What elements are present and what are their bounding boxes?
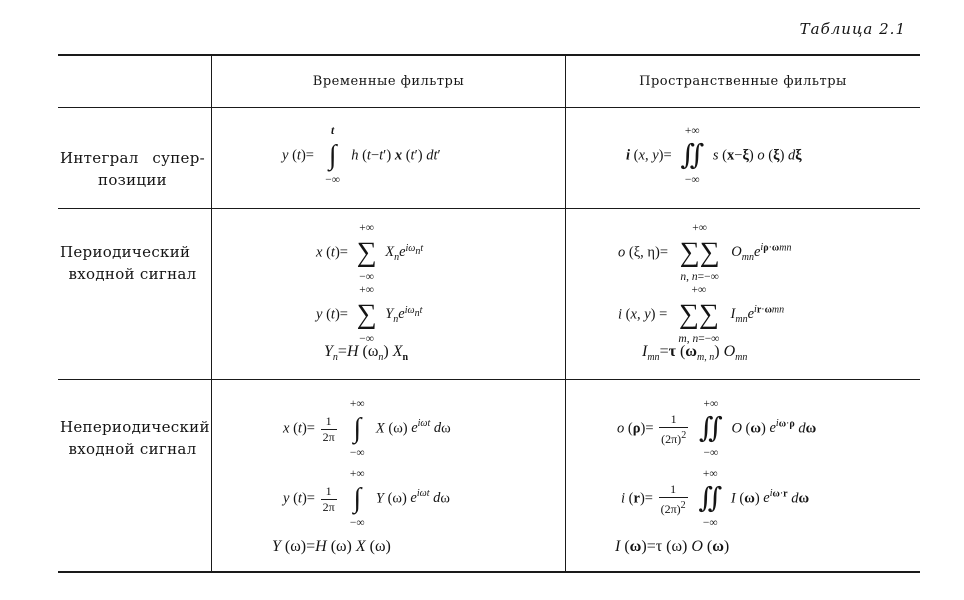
row-header-line: Интеграл супер-: [60, 149, 205, 167]
formula-aperiodic-input-integral: x (t)= $\frac{1}{2\pi}$ +∞ ∫ −∞ X (ω) $e^{i\omega t}$ dω: [283, 398, 451, 459]
header-bottom-rule: [58, 107, 920, 108]
formula-spatial-aperiodic-input: o (ρ)= $\frac{1}{(2\pi)^2}$ +∞ ∬ −∞ O (ω) $e^{i\omega\cdot\rho}$ dω: [617, 398, 817, 459]
table-top-rule: [58, 54, 920, 56]
formula-periodic-transfer: $Y_n=H$ $(\omega_n)$ $X_n$: [324, 343, 409, 364]
column-header-temporal: Временные фильтры: [312, 74, 465, 89]
column-header-spatial: Пространственные фильтры: [639, 74, 847, 89]
formula-aperiodic-output-integral: y (t)= $\frac{1}{2\pi}$ +∞ ∫ −∞ Y (ω) $e^{i\omega t}$ dω: [283, 468, 450, 529]
formula-spatial-aperiodic-output: i (r)= $\frac{1}{(2\pi)^2}$ +∞ ∬ −∞ I (ω) $e^{i\omega\cdot r}$ dω: [621, 468, 810, 529]
formula-spatial-aperiodic-transfer: I (ω)=τ (ω) O (ω): [615, 538, 730, 555]
row-header-line: Непериодический: [60, 418, 210, 436]
column-divider-2: [565, 55, 566, 571]
row-divider-1: [58, 208, 920, 209]
row-header-line: Периодический: [60, 243, 191, 261]
row-header-superposition: [60, 147, 205, 191]
formula-periodic-input-series: x (t)= +∞ ∑ −∞ $X_ne^{i\omega_nt}$: [316, 222, 424, 283]
row-header-aperiodic: [60, 416, 210, 460]
column-divider-1: [211, 55, 212, 571]
formula-spatial-periodic-output: i (x, y) = +∞ ∑∑ m, n=−∞ $I_{mn}e^{ir\cdot\omega mn}$: [618, 284, 785, 345]
row-header-line: входной сигнал: [68, 265, 197, 283]
row-divider-2: [58, 379, 920, 380]
table-bottom-rule: [58, 571, 920, 573]
formula-spatial-superposition: i (x, y)= +∞ ∬ −∞ s (x−ξ) o (ξ) dξ: [626, 125, 802, 186]
table-caption: Таблица 2.1: [799, 20, 906, 38]
formula-spatial-periodic-input: o (ξ, η)= +∞ ∑∑ n, n=−∞ $O_{mn}e^{i\rho\cdot\omega mn}$: [618, 222, 792, 283]
row-header-line: позиции: [98, 171, 167, 189]
formula-aperiodic-transfer: Y (ω)=H (ω) X (ω): [272, 538, 391, 555]
row-header-line: входной сигнал: [68, 440, 197, 458]
formula-temporal-superposition: y (t)= t ∫ −∞ h (t−t′) x (t′) dt′: [282, 125, 441, 186]
row-header-periodic: [60, 241, 205, 285]
formula-periodic-output-series: y (t)= +∞ ∑ −∞ $Y_ne^{i\omega_nt}$: [316, 284, 423, 345]
formula-spatial-periodic-transfer: $I_{mn}=\tau$ $(\omega_{m, n})$ $O_{mn}$: [642, 343, 748, 364]
